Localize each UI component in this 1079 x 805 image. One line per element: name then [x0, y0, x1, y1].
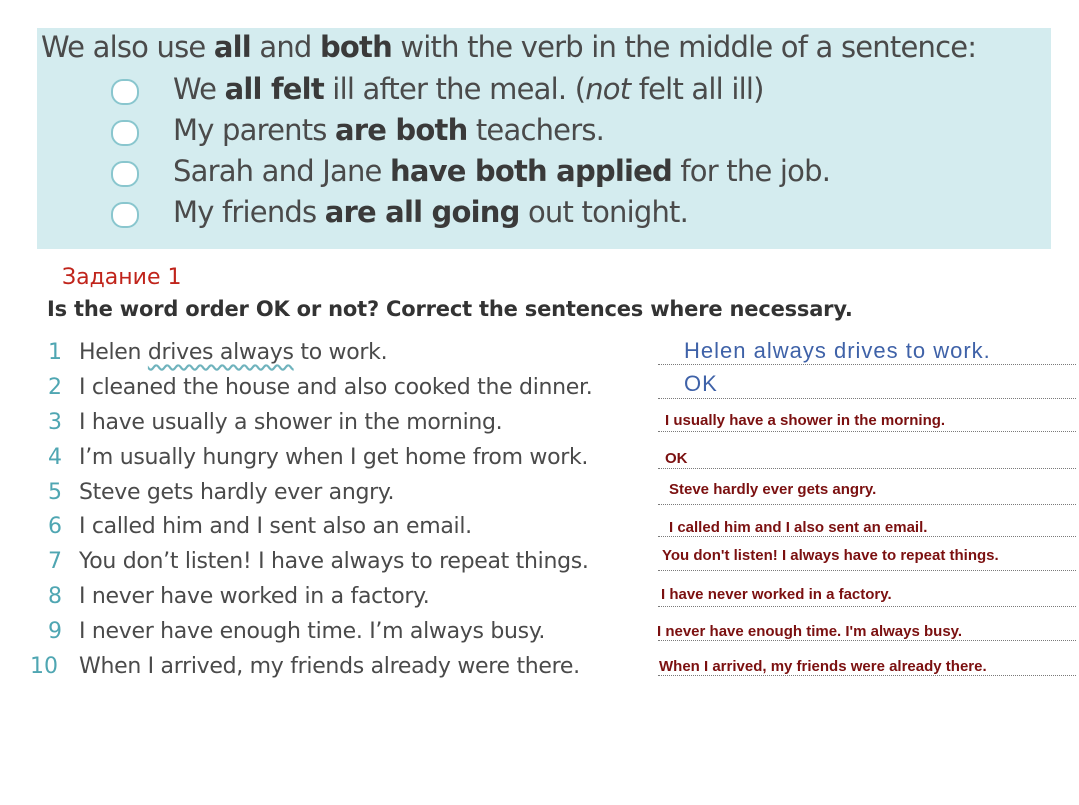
- answer-text: I never have enough time. I'm always busy.: [657, 623, 963, 640]
- exercise-row: [0, 549, 1079, 583]
- example-sentence: Sarah and Jane have both applied for the job.: [173, 154, 831, 188]
- answer-text: OK: [684, 371, 718, 396]
- answer-line: [658, 536, 1076, 537]
- answer-text: When I arrived, my friends were already there.: [659, 658, 987, 675]
- task-label: Задание 1: [62, 265, 182, 290]
- example-sentence: We all felt ill after the meal. (not felt all ill): [173, 72, 764, 106]
- answer-text: Steve hardly ever gets angry.: [669, 481, 877, 498]
- answer-text: You don't listen! I always have to repeat things.: [662, 547, 999, 564]
- item-number: 1: [48, 340, 62, 365]
- exercise-row: [0, 514, 1079, 548]
- item-sentence: I never have worked in a factory.: [79, 584, 430, 609]
- bullet-circle-icon: [111, 79, 139, 105]
- item-sentence: I called him and I sent also an email.: [79, 514, 472, 539]
- answer-line: [658, 640, 1076, 641]
- item-number: 5: [48, 480, 62, 505]
- example-sentence: My parents are both teachers.: [173, 113, 605, 147]
- item-sentence: I cleaned the house and also cooked the dinner.: [79, 375, 593, 400]
- grammar-note-box: [37, 28, 1051, 249]
- item-number: 8: [48, 584, 62, 609]
- exercise-row: [0, 654, 1079, 688]
- answer-line: [658, 468, 1076, 469]
- bullet-circle-icon: [111, 161, 139, 187]
- item-number: 2: [48, 375, 62, 400]
- exercise-row: [0, 619, 1079, 653]
- answer-text: OK: [665, 450, 688, 467]
- exercise-row: [0, 371, 1079, 409]
- bullet-circle-icon: [111, 202, 139, 228]
- exercise-row: [0, 340, 1079, 374]
- item-number: 3: [48, 410, 62, 435]
- bullet-circle-icon: [111, 120, 139, 146]
- task-title: Is the word order OK or not? Correct the sentences where necessary.: [47, 297, 853, 321]
- error-underline: drives always: [147, 340, 294, 365]
- item-number: 6: [48, 514, 62, 539]
- item-sentence: When I arrived, my friends already were there.: [79, 654, 580, 679]
- answer-line: [658, 364, 1076, 365]
- answer-text: I have never worked in a factory.: [661, 586, 892, 603]
- item-sentence: Helen drives always to work.: [79, 340, 388, 365]
- grammar-note-intro: We also use all and both with the verb in the middle of a sentence:: [41, 30, 977, 64]
- answer-text: I usually have a shower in the morning.: [665, 412, 946, 429]
- answer-text: I called him and I also sent an email.: [669, 519, 928, 536]
- answer-line: [658, 504, 1076, 505]
- exercise-row: [0, 584, 1079, 618]
- item-number: 10: [30, 654, 58, 679]
- exercise-row: [0, 445, 1079, 479]
- item-number: 7: [48, 549, 62, 574]
- example-sentence: My friends are all going out tonight.: [173, 195, 689, 229]
- exercise-row: [0, 410, 1079, 444]
- answer-line: [658, 606, 1076, 607]
- item-sentence: You don’t listen! I have always to repeat things.: [79, 549, 589, 574]
- item-number: 4: [48, 445, 62, 470]
- answer-text: Helen always drives to work.: [684, 338, 991, 363]
- item-sentence: Steve gets hardly ever angry.: [79, 480, 395, 505]
- item-number: 9: [48, 619, 62, 644]
- item-sentence: I never have enough time. I’m always busy.: [79, 619, 546, 644]
- item-sentence: I’m usually hungry when I get home from work.: [79, 445, 589, 470]
- answer-line: [658, 675, 1076, 676]
- answer-line: [658, 431, 1076, 432]
- answer-line: [658, 398, 1076, 399]
- exercise-row: [0, 480, 1079, 514]
- item-sentence: I have usually a shower in the morning.: [79, 410, 503, 435]
- answer-line: [658, 570, 1076, 571]
